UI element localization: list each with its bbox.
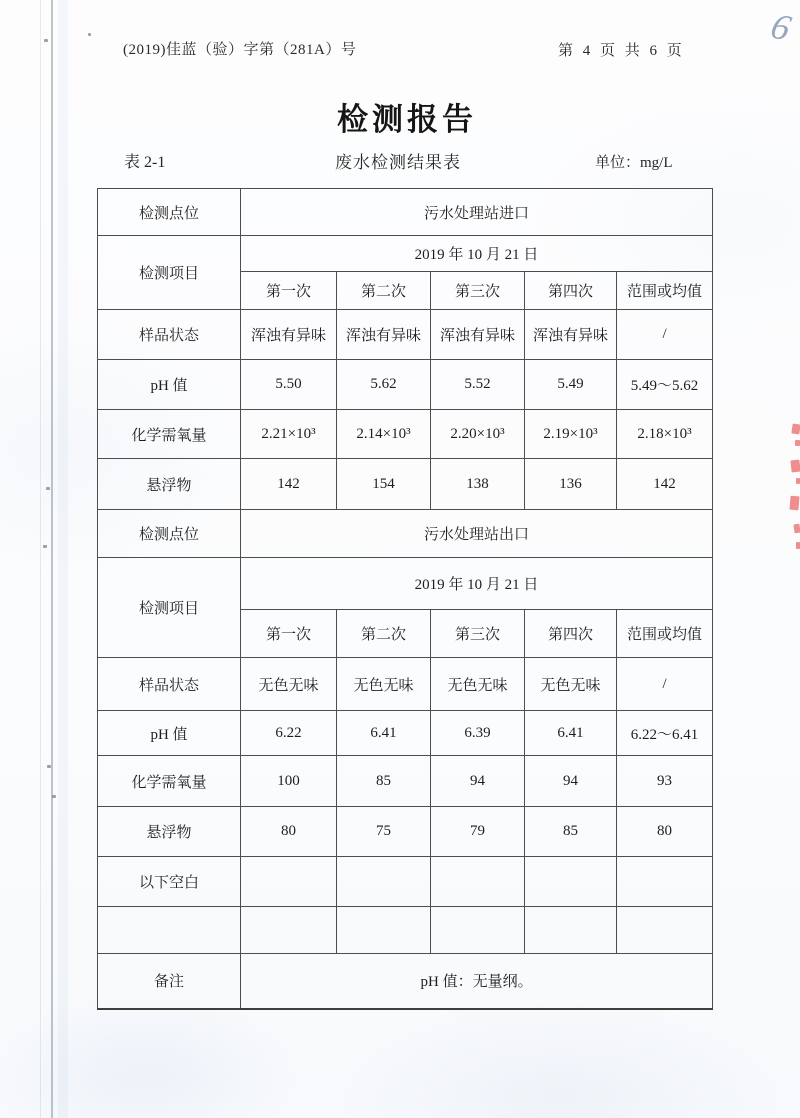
value-cell: 浑浊有异味 xyxy=(337,310,431,360)
table-row xyxy=(98,756,713,807)
trial-header-cell: 第二次 xyxy=(337,610,431,658)
trial-header-cell: 第二次 xyxy=(337,272,431,310)
value-cell: 6.22 xyxy=(241,711,337,756)
red-stamp-fragment xyxy=(793,524,800,534)
empty-cell xyxy=(431,857,525,907)
empty-cell xyxy=(431,907,525,954)
blank-label-cell: 以下空白 xyxy=(98,857,241,907)
value-cell: 浑浊有异味 xyxy=(525,310,617,360)
empty-cell xyxy=(241,907,337,954)
value-cell: 136 xyxy=(525,459,617,510)
param-cell: 化学需氧量 xyxy=(98,410,241,459)
range-cell: 93 xyxy=(617,756,713,807)
value-cell: 5.62 xyxy=(337,360,431,410)
red-stamp-fragment xyxy=(791,423,800,434)
red-stamp-fragment xyxy=(796,478,800,484)
scan-speck xyxy=(44,39,48,42)
value-cell: 无色无味 xyxy=(431,658,525,711)
remark-label-cell: 备注 xyxy=(98,954,241,1009)
trial-header-cell: 第四次 xyxy=(525,610,617,658)
param-cell: 悬浮物 xyxy=(98,459,241,510)
range-cell: 6.22～6.41 xyxy=(617,711,713,756)
range-cell: / xyxy=(617,658,713,711)
range-cell: 142 xyxy=(617,459,713,510)
param-cell: 样品状态 xyxy=(98,658,241,711)
value-cell: 142 xyxy=(241,459,337,510)
empty-cell xyxy=(337,907,431,954)
red-stamp-fragment xyxy=(796,542,800,549)
point-label-cell: 检测点位 xyxy=(98,510,241,558)
point-value-cell: 污水处理站进口 xyxy=(241,189,713,236)
param-cell: 化学需氧量 xyxy=(98,756,241,807)
point-label-cell: 检测点位 xyxy=(98,189,241,236)
table-row xyxy=(98,189,713,236)
value-cell: 85 xyxy=(337,756,431,807)
value-cell: 85 xyxy=(525,807,617,857)
remark-text-cell: pH 值：无量纲。 xyxy=(241,954,713,1009)
value-cell: 浑浊有异味 xyxy=(241,310,337,360)
results-table xyxy=(97,188,713,1010)
red-stamp-fragment xyxy=(795,440,800,446)
table-row xyxy=(98,410,713,459)
page-indicator: 第 4 页 共 6 页 xyxy=(558,43,685,59)
table-row xyxy=(98,857,713,907)
empty-cell xyxy=(241,857,337,907)
value-cell: 浑浊有异味 xyxy=(431,310,525,360)
trial-header-cell: 范围或均值 xyxy=(617,272,713,310)
table-row xyxy=(98,236,713,272)
scan-speck xyxy=(47,765,51,768)
value-cell: 154 xyxy=(337,459,431,510)
param-cell: 悬浮物 xyxy=(98,807,241,857)
table-row xyxy=(98,807,713,857)
red-stamp-fragment xyxy=(789,496,799,511)
trial-header-cell: 第三次 xyxy=(431,272,525,310)
value-cell: 138 xyxy=(431,459,525,510)
param-cell: pH 值 xyxy=(98,711,241,756)
trial-header-cell: 第一次 xyxy=(241,272,337,310)
empty-cell xyxy=(617,907,713,954)
trial-header-cell: 第四次 xyxy=(525,272,617,310)
date-cell: 2019 年 10 月 21 日 xyxy=(241,236,713,272)
value-cell: 6.39 xyxy=(431,711,525,756)
table-row xyxy=(98,558,713,610)
value-cell: 5.49 xyxy=(525,360,617,410)
value-cell: 2.19×10³ xyxy=(525,410,617,459)
red-stamp-fragment xyxy=(790,460,800,473)
value-cell: 6.41 xyxy=(525,711,617,756)
empty-cell xyxy=(617,857,713,907)
range-cell: 80 xyxy=(617,807,713,857)
value-cell: 5.52 xyxy=(431,360,525,410)
range-cell: 5.49～5.62 xyxy=(617,360,713,410)
document-title: 检测报告 xyxy=(337,102,477,137)
point-value-cell: 污水处理站出口 xyxy=(241,510,713,558)
value-cell: 2.21×10³ xyxy=(241,410,337,459)
scan-speck xyxy=(52,795,56,798)
table-row xyxy=(98,510,713,558)
value-cell: 2.20×10³ xyxy=(431,410,525,459)
unit-label: 单位：mg/L xyxy=(595,155,673,171)
value-cell: 75 xyxy=(337,807,431,857)
item-label-cell: 检测项目 xyxy=(98,558,241,658)
value-cell: 2.14×10³ xyxy=(337,410,431,459)
value-cell: 94 xyxy=(525,756,617,807)
table-row xyxy=(98,907,713,954)
value-cell: 80 xyxy=(241,807,337,857)
value-cell: 79 xyxy=(431,807,525,857)
table-row xyxy=(98,310,713,360)
param-cell: 样品状态 xyxy=(98,310,241,360)
empty-cell xyxy=(525,857,617,907)
table-row xyxy=(98,459,713,510)
table-row xyxy=(98,954,713,1009)
table-row xyxy=(98,658,713,711)
range-cell: 2.18×10³ xyxy=(617,410,713,459)
value-cell: 5.50 xyxy=(241,360,337,410)
trial-header-cell: 范围或均值 xyxy=(617,610,713,658)
table-row xyxy=(98,711,713,756)
scan-speck xyxy=(43,545,47,548)
handwritten-page-number: 6 xyxy=(766,6,796,48)
item-label-cell: 检测项目 xyxy=(98,236,241,310)
value-cell: 6.41 xyxy=(337,711,431,756)
value-cell: 100 xyxy=(241,756,337,807)
value-cell: 无色无味 xyxy=(337,658,431,711)
table-caption: 废水检测结果表 xyxy=(335,153,461,172)
trial-header-cell: 第三次 xyxy=(431,610,525,658)
value-cell: 无色无味 xyxy=(241,658,337,711)
scan-speck xyxy=(46,487,50,490)
empty-cell xyxy=(525,907,617,954)
report-number: (2019)佳蓝（验）字第（281A）号 xyxy=(123,42,357,58)
table-row xyxy=(98,360,713,410)
table-number: 表 2-1 xyxy=(124,154,166,171)
value-cell: 无色无味 xyxy=(525,658,617,711)
scan-speck xyxy=(88,33,91,36)
empty-cell xyxy=(337,857,431,907)
value-cell: 94 xyxy=(431,756,525,807)
range-cell: / xyxy=(617,310,713,360)
empty-cell xyxy=(98,907,241,954)
param-cell: pH 值 xyxy=(98,360,241,410)
trial-header-cell: 第一次 xyxy=(241,610,337,658)
date-cell: 2019 年 10 月 21 日 xyxy=(241,558,713,610)
